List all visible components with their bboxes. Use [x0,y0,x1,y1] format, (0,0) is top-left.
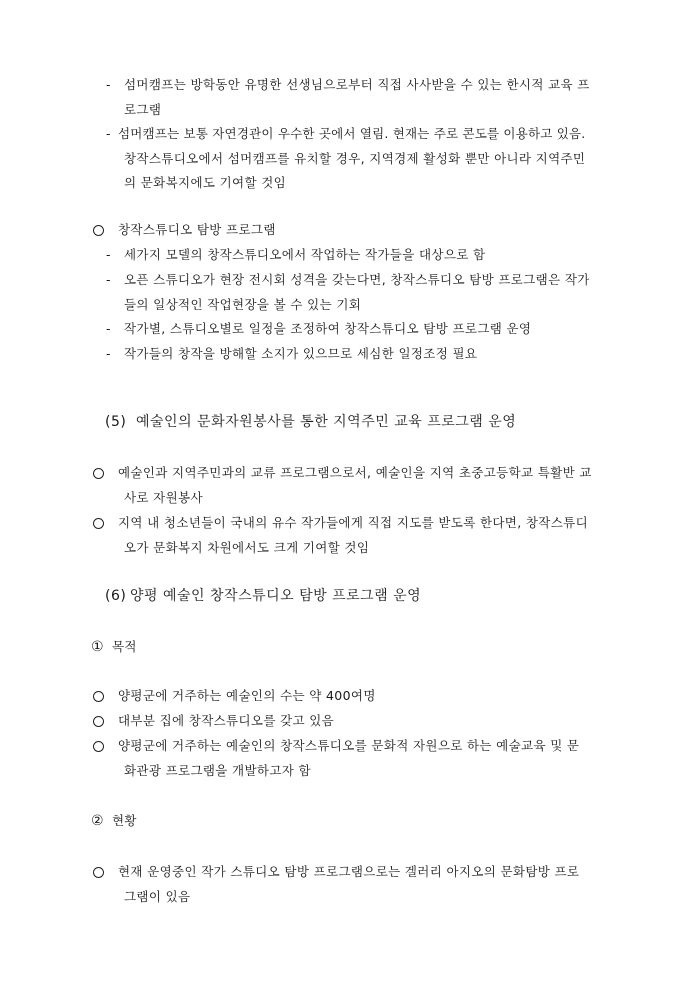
dash-bullet: - [106,272,111,287]
section-heading: 양평 예술인 창작스튜디오 탐방 프로그램 운영 [130,588,422,604]
section-number: (6) [105,588,127,604]
text-line: 양평군에 거주하는 예술인의 수는 약 400여명 [118,688,376,703]
text-line: 양평군에 거주하는 예술인의 창작스튜디오를 문화적 자원으로 하는 예술교육 및 문 [118,738,580,753]
text-line: 섬머캠프는 방학동안 유명한 선생님으로부터 직접 사사받을 수 있는 한시적 교육 프 [124,77,590,92]
subsection-title: 현황 [112,813,137,828]
section-heading: 예술인의 문화자원봉사를 통한 지역주민 교육 프로그램 운영 [136,414,517,430]
circle-bullet-icon [93,716,104,727]
text-line: 들의 일상적인 작업현장을 볼 수 있는 기회 [124,297,362,312]
text-line: 의 문화복지에도 기여할 것임 [124,175,287,190]
text-line: 그램이 있음 [124,889,191,904]
circle-bullet-icon [93,867,104,878]
dash-bullet: - [106,346,111,361]
subsection-title: 창작스튜디오 탐방 프로그램 [118,222,276,237]
text-line: 예술인과 지역주민과의 교류 프로그램으로서, 예술인을 지역 초중고등학교 특활반 교 [118,465,592,480]
text-line: 세가지 모델의 창작스튜디오에서 작업하는 작가들을 대상으로 함 [124,247,486,262]
dash-bullet: - [106,77,111,92]
text-line: 대부분 집에 창작스튜디오를 갖고 있음 [118,713,335,728]
subsection-title: 목적 [112,639,137,654]
dash-bullet: - [106,247,111,262]
text-line: 지역 내 청소년들이 국내의 유수 작가들에게 직접 지도를 받도록 한다면, 창작스튜디 [118,515,589,530]
section-number: (5) [105,414,127,430]
circle-bullet-icon [93,691,104,702]
text-line: 작가들의 창작을 방해할 소지가 있으므로 세심한 일정조정 필요 [124,346,478,361]
circled-number-marker: ② [91,813,104,829]
dash-bullet: - [106,321,111,336]
circle-bullet-icon [93,468,104,479]
text-line: 오픈 스튜디오가 현장 전시회 성격을 갖는다면, 창작스튜디오 탐방 프로그램은 작가 [124,272,590,287]
circle-bullet-icon [93,741,104,752]
circled-number-marker: ① [91,639,104,655]
text-line: 작가별, 스튜디오별로 일정을 조정하여 창작스튜디오 탐방 프로그램 운영 [124,321,532,336]
text-line: 창작스튜디오에서 섬머캠프를 유치할 경우, 지역경제 활성화 뿐만 아니라 지역주민 [124,151,586,166]
circle-bullet-icon [93,518,104,529]
text-line: 현재 운영중인 작가 스튜디오 탐방 프로그램으로는 겔러리 아지오의 문화탐방 프로 [118,864,580,879]
text-line: 섬머캠프는 보통 자연경관이 우수한 곳에서 열림. 현재는 주로 콘도를 이용하고 있음. [118,126,586,141]
text-line: 오가 문화복지 차원에서도 크게 기여할 것임 [124,540,370,555]
text-line: 화관광 프로그램을 개발하고자 함 [124,763,311,778]
text-line: 사로 자원봉사 [124,490,203,505]
circle-bullet-icon [93,225,104,236]
dash-bullet: - [106,126,111,141]
text-line: 로그램 [124,102,162,117]
